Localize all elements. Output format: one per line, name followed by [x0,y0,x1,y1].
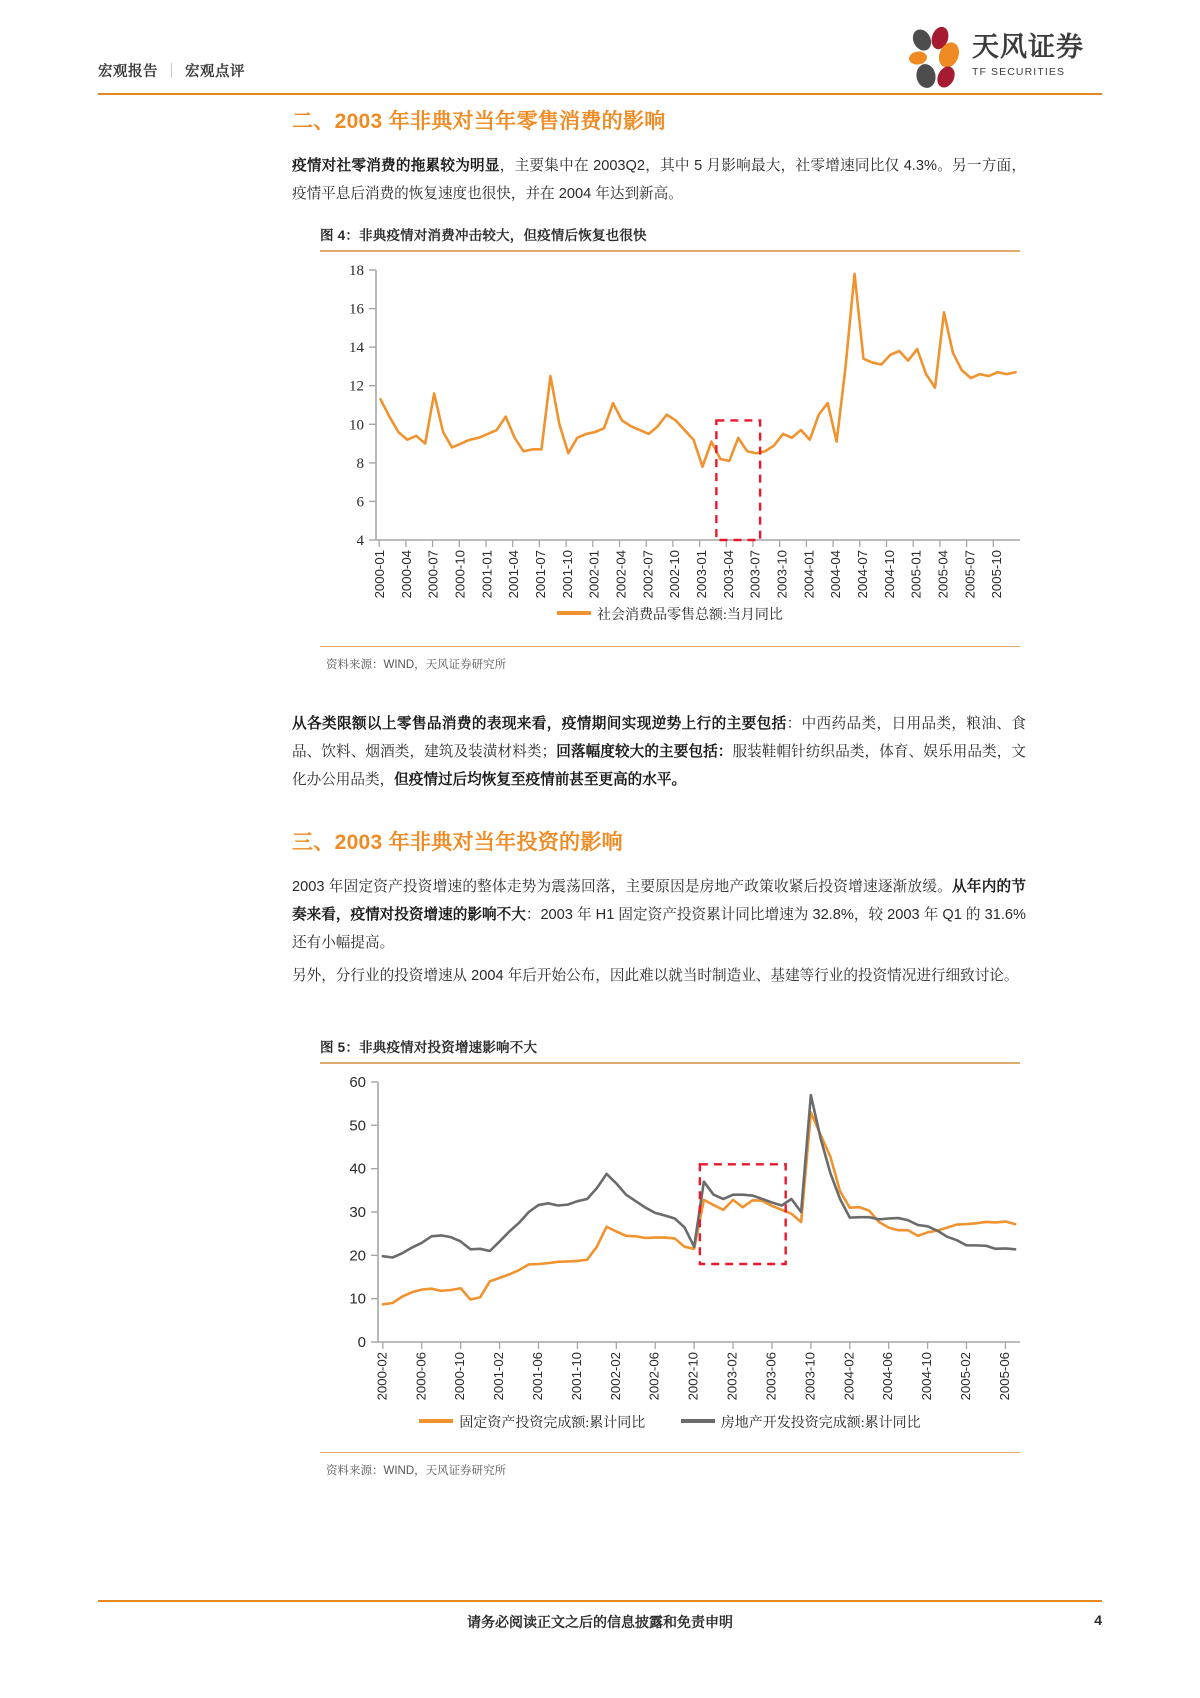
figure-4-legend-item-0 [557,604,783,624]
figure-4-xtick-label: 2002-04 [613,549,629,598]
figure-5-legend-swatch-0 [419,1419,453,1423]
svg-text:6: 6 [356,493,364,510]
figure-5-xtick-label: 2005-02 [957,1351,973,1400]
section-three-plain-1: 2003 年固定资产投资增速的整体走势为震荡回落，主要原因是房地产政策收紧后投资增速逐渐放缓。 [292,879,953,895]
figure-5-xtick-label: 2002-10 [685,1351,701,1400]
figure-5-legend [320,1412,1020,1432]
svg-text:0: 0 [357,1333,366,1351]
mid-paragraph-plain-2: 服装鞋帽针纺织品类，体育、娱乐用品类，文化办公用品类， [292,744,1026,788]
svg-text:10: 10 [349,1290,366,1308]
figure-4 [320,224,1020,672]
figure-5-source: 资料来源：WIND，天风证券研究所 [326,1465,507,1478]
section-three-paragraph-2: 另外，分行业的投资增速从 2004 年后开始公布，因此难以就当时制造业、基建等行业的投资情况进行细致讨论。 [292,968,1019,984]
section-three-rest-1: ：2003 年 H1 固定资产投资累计同比增速为 32.8%，较 2003 年 Q1 的 31.6%还有小幅提高。 [292,907,1026,951]
mid-paragraph [292,710,1026,794]
figure-5-legend-swatch-1 [681,1419,715,1423]
logo-english-name: TF SECURITIES [972,66,1066,78]
figure-5-xtick-label: 2001-02 [491,1351,507,1400]
figure-5-xtick-label: 2001-06 [529,1351,545,1400]
figure-4-xtick-label: 2003-07 [747,549,763,598]
figure-5-xtick-label: 2003-02 [724,1351,740,1400]
header-divider [98,93,1102,95]
mid-paragraph-bold-3: 但疫情过后均恢复至疫情前甚至更高的水平。 [394,772,687,788]
figure-5-legend-item-1 [681,1412,921,1432]
figure-4-source: 资料来源：WIND，天风证券研究所 [326,659,507,672]
figure-4-xtick-label: 2002-01 [586,549,602,598]
footer-page-number: 4 [1094,1612,1102,1628]
figure-5-xtick-label: 2004-10 [919,1351,935,1400]
figure-5-highlight-box [700,1164,786,1264]
figure-5-legend-item-0 [419,1412,645,1432]
figure-4-xtick-label: 2005-07 [962,549,978,598]
figure-4-xtick-label: 2000-01 [371,549,387,598]
svg-text:10: 10 [349,416,364,433]
figure-4-xtick-label: 2004-10 [881,549,897,598]
figure-4-legend [320,604,1020,624]
svg-text:20: 20 [349,1246,366,1264]
figure-5-xtick-label: 2000-10 [452,1351,468,1400]
header-separator: ｜ [164,64,179,80]
figure-4-xtick-label: 2000-10 [452,549,468,598]
figure-4-title: 图 4：非典疫情对消费冲击较大，但疫情后恢复也很快 [320,228,647,243]
figure-4-xtick-label: 2001-10 [559,549,575,598]
figure-4-xtick-label: 2004-04 [828,549,844,598]
section-three-paragraph-1 [292,873,1026,957]
figure-4-xtick-label: 2003-04 [720,549,736,598]
section-heading-three: 三、2003 年非典对当年投资的影响 [292,831,623,854]
figure-4-xtick-label: 2001-07 [532,549,548,598]
figure-4-xtick-label: 2001-04 [506,549,522,598]
svg-text:4: 4 [356,532,364,549]
svg-text:16: 16 [349,301,364,318]
figure-5-series-line-1 [383,1095,1015,1258]
figure-5-xtick-label: 2002-06 [646,1351,662,1400]
figure-5-xtick-label: 2000-02 [374,1351,390,1400]
footer-disclaimer: 请务必阅读正文之后的信息披露和免责申明 [467,1614,733,1630]
figure-4-xtick-label: 2000-07 [425,549,441,598]
header-report-type: 宏观报告 [98,64,158,80]
page-header [98,32,1102,98]
svg-text:18: 18 [349,262,364,279]
figure-5-xtick-label: 2004-06 [880,1351,896,1400]
figure-4-series-line-0 [380,273,1015,466]
figure-4-xtick-label: 2003-01 [693,549,709,598]
figure-5 [320,1036,1020,1478]
section-two-paragraph [292,152,1026,208]
figure-4-xtick-label: 2000-04 [398,549,414,598]
svg-text:14: 14 [349,339,364,356]
figure-4-xtick-label: 2004-07 [854,549,870,598]
figure-5-legend-label-1: 房地产开发投资完成额:累计同比 [720,1415,921,1431]
header-report-subtype: 宏观点评 [185,64,245,80]
section-two-paragraph-bold: 疫情对社零消费的拖累较为明显 [292,158,500,174]
figure-5-xtick-label: 2003-06 [763,1351,779,1400]
mid-paragraph-plain-1: ：中西药品类，日用品类，粮油、食品、饮料、烟酒类，建筑及装潢材料类； [292,716,1026,760]
figure-4-xtick-label: 2005-01 [908,549,924,598]
figure-5-xtick-label: 2001-10 [568,1351,584,1400]
figure-5-xtick-label: 2004-02 [841,1351,857,1400]
figure-5-xtick-label: 2005-06 [996,1351,1012,1400]
logo-text-block [972,31,1084,78]
svg-text:30: 30 [349,1203,366,1221]
figure-5-xtick-label: 2002-02 [607,1351,623,1400]
svg-text:60: 60 [349,1073,366,1091]
svg-text:12: 12 [349,378,364,395]
figure-4-legend-swatch-0 [557,611,591,615]
figure-4-xtick-label: 2005-10 [989,549,1005,598]
section-three-bold-1: 从年内的节奏来看，疫情对投资增速的影响不大 [292,879,1026,923]
section-heading-two: 二、2003 年非典对当年零售消费的影响 [292,110,666,133]
logo-petal-mark-icon [902,27,964,91]
figure-4-xtick-label: 2001-01 [479,549,495,598]
section-two-paragraph-rest: ，主要集中在 2003Q2，其中 5 月影响最大，社零增速同比仅 4.3%。另一方面，疫情平息后消费的恢复速度也很快，并在 2004 年达到新高。 [292,158,1026,202]
figure-5-xtick-label: 2003-10 [802,1351,818,1400]
company-logo [902,27,1102,93]
footer-divider [98,1600,1102,1602]
figure-4-xtick-label: 2002-07 [640,549,656,598]
figure-4-xtick-label: 2005-04 [935,549,951,598]
mid-paragraph-bold-2: 回落幅度较大的主要包括： [556,744,733,760]
figure-4-legend-label-0: 社会消费品零售总额:当月同比 [597,607,783,623]
figure-4-xtick-label: 2003-10 [774,549,790,598]
svg-text:8: 8 [356,455,364,472]
figure-4-xtick-label: 2002-10 [667,549,683,598]
logo-chinese-name: 天风证券 [972,32,1084,62]
svg-text:50: 50 [349,1116,366,1134]
figure-5-xtick-label: 2000-06 [413,1351,429,1400]
header-breadcrumb [98,60,245,81]
figure-5-title: 图 5：非典疫情对投资增速影响不大 [320,1040,538,1055]
figure-5-legend-label-0: 固定资产投资完成额:累计同比 [459,1415,646,1431]
mid-paragraph-bold-1: 从各类限额以上零售品消费的表现来看，疫情期间实现逆势上行的主要包括 [292,716,787,732]
figure-4-xtick-label: 2004-01 [801,549,817,598]
svg-text:40: 40 [349,1160,366,1178]
